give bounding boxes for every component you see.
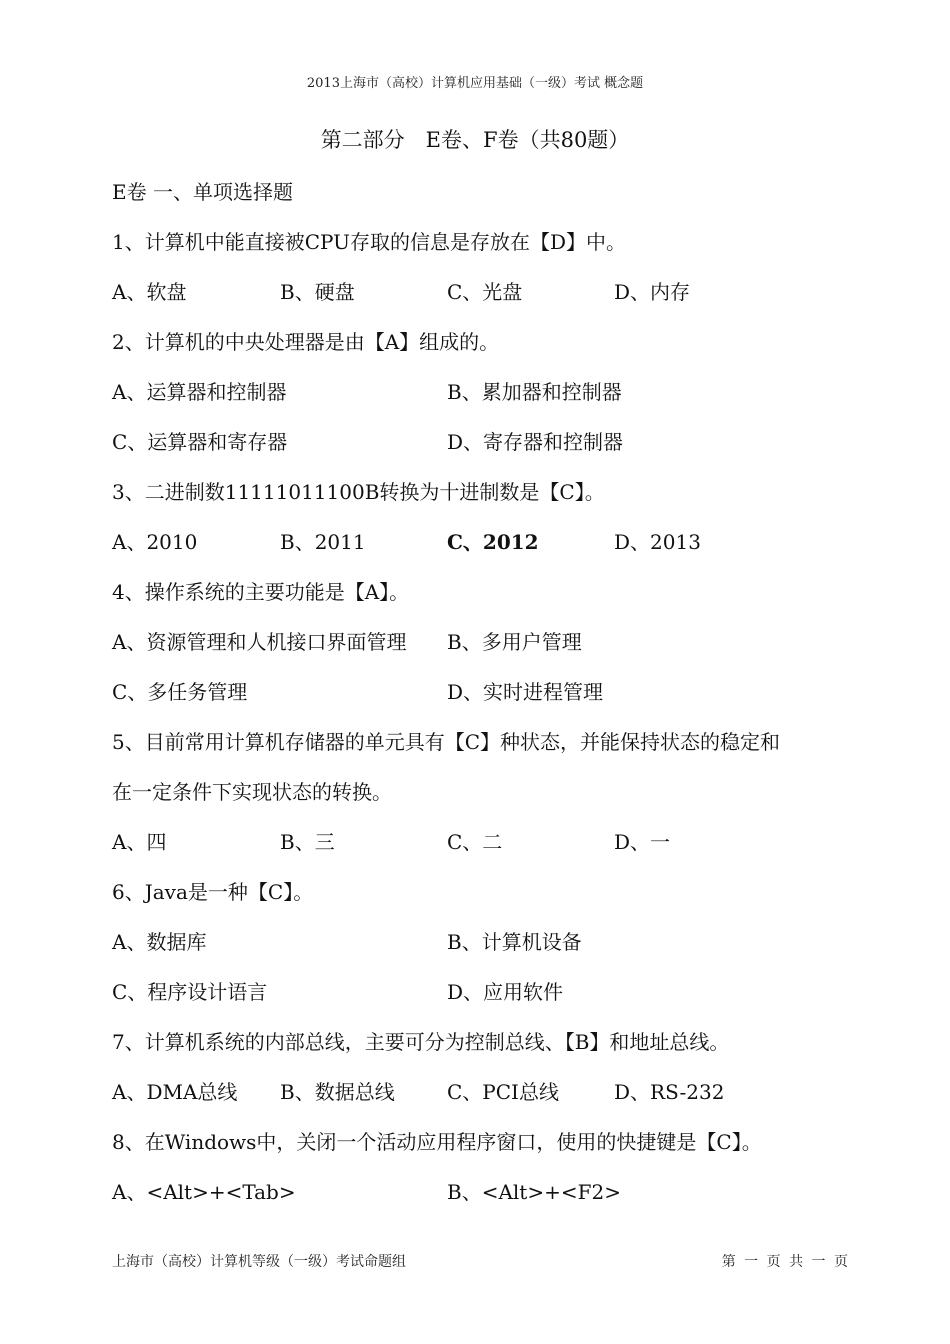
q6-option-b: B、计算机设备 xyxy=(447,930,582,954)
q1-option-c: C、光盘 xyxy=(447,280,523,304)
q8-option-b: B、<Alt>+<F2> xyxy=(447,1180,621,1204)
q6-option-d: D、应用软件 xyxy=(447,980,564,1004)
q3-option-d: D、2013 xyxy=(614,530,701,554)
question-8: 8、在Windows中，关闭一个活动应用程序窗口，使用的快捷键是【C】。 xyxy=(112,1130,762,1154)
q2-option-c: C、运算器和寄存器 xyxy=(112,430,288,454)
q7-option-b: B、数据总线 xyxy=(280,1080,395,1104)
question-4: 4、操作系统的主要功能是【A】。 xyxy=(112,580,410,604)
question-1: 1、计算机中能直接被CPU存取的信息是存放在【D】中。 xyxy=(112,230,627,254)
q4-option-d: D、实时进程管理 xyxy=(447,680,604,704)
q1-option-d: D、内存 xyxy=(614,280,691,304)
q3-option-c: C、2012 xyxy=(447,530,539,554)
question-5-continued: 在一定条件下实现状态的转换。 xyxy=(112,780,392,804)
q3-option-a: A、2010 xyxy=(112,530,198,554)
q5-option-d: D、一 xyxy=(614,830,671,854)
part-title: 第二部分 E卷、F卷（共80题） xyxy=(320,128,630,152)
question-3: 3、二进制数11111011100B转换为十进制数是【C】。 xyxy=(112,480,605,504)
question-6: 6、Java是一种【C】。 xyxy=(112,880,314,904)
q7-option-a: A、DMA总线 xyxy=(112,1080,238,1104)
question-7: 7、计算机系统的内部总线，主要可分为控制总线、【B】和地址总线。 xyxy=(112,1030,730,1054)
q7-option-c: C、PCI总线 xyxy=(447,1080,559,1104)
footer-page-number: 第 一 页 共 一 页 xyxy=(721,1254,850,1270)
q5-option-b: B、三 xyxy=(280,830,335,854)
q7-option-d: D、RS-232 xyxy=(614,1080,725,1104)
q4-option-a: A、资源管理和人机接口界面管理 xyxy=(112,630,407,654)
q1-option-b: B、硬盘 xyxy=(280,280,355,304)
question-5: 5、目前常用计算机存储器的单元具有【C】种状态，并能保持状态的稳定和 xyxy=(112,730,781,754)
q2-option-d: D、寄存器和控制器 xyxy=(447,430,624,454)
q8-option-a: A、<Alt>+<Tab> xyxy=(112,1180,296,1204)
q1-option-a: A、软盘 xyxy=(112,280,187,304)
footer-organization: 上海市（高校）计算机等级（一级）考试命题组 xyxy=(112,1254,406,1270)
q3-option-b: B、2011 xyxy=(280,530,366,554)
q6-option-c: C、程序设计语言 xyxy=(112,980,268,1004)
q5-option-c: C、二 xyxy=(447,830,503,854)
q5-option-a: A、四 xyxy=(112,830,167,854)
q4-option-c: C、多任务管理 xyxy=(112,680,248,704)
q4-option-b: B、多用户管理 xyxy=(447,630,582,654)
q2-option-b: B、累加器和控制器 xyxy=(447,380,622,404)
q2-option-a: A、运算器和控制器 xyxy=(112,380,287,404)
section-heading: E卷 一、单项选择题 xyxy=(112,180,293,204)
question-2: 2、计算机的中央处理器是由【A】组成的。 xyxy=(112,330,500,354)
q6-option-a: A、数据库 xyxy=(112,930,207,954)
page-header: 2013上海市（高校）计算机应用基础（一级）考试 概念题 xyxy=(306,76,644,91)
